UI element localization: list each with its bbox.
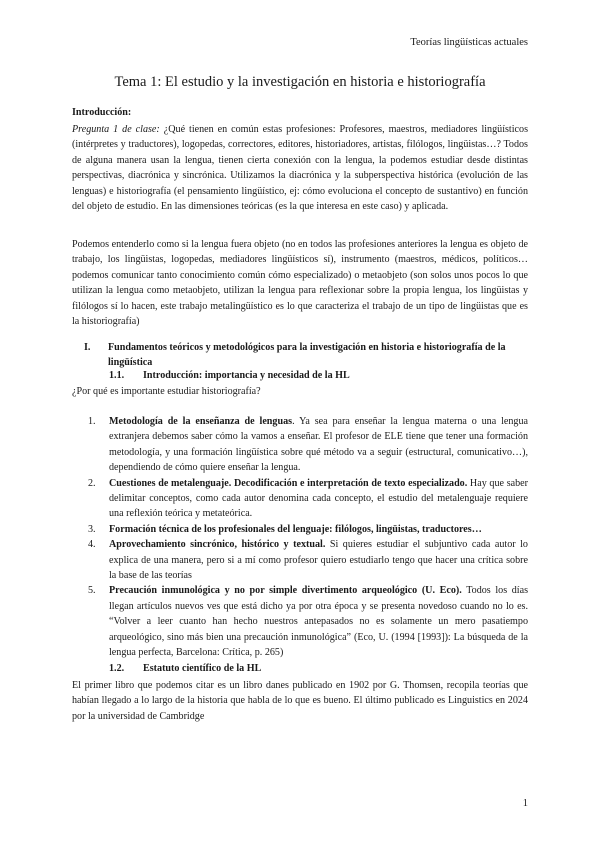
- section-1-title: Fundamentos teóricos y metodológicos para la investigación en historia e historiografía de la lingüística: [108, 342, 506, 368]
- list-item-number: 3.: [88, 523, 96, 535]
- intro-paragraph-1: [72, 122, 528, 214]
- list-item-heading: Metodología de la enseñanza de lenguas: [109, 416, 293, 427]
- list-item-number: 1.: [88, 416, 96, 427]
- subsection-question-text: ¿Por qué es importante estudiar historiografía?: [72, 386, 261, 397]
- question-label: Pregunta 1 de clase:: [72, 124, 160, 135]
- list-item: [88, 414, 528, 476]
- subsection-1-2-number: 1.2.: [109, 663, 125, 674]
- list-item: [88, 537, 528, 583]
- list-item-heading: Aprovechamiento sincrónico, histórico y textual.: [109, 539, 326, 551]
- subsection-1-1-number: 1.1.: [109, 370, 125, 381]
- list-item: [88, 476, 528, 522]
- subsection-1-2-text: El primer libro que podemos citar es un libro danes publicado en 1902 por G. Thomsen, recopila teorías que habían llegado a lo largo de la historia que habla de lo que es bueno. El último publicado es Linguistics en 2024 por la universidad de Cambridge: [72, 680, 528, 722]
- list-item-text: Si quieres estudiar el subjuntivo cada autor lo explica de una manera, pero si a mí como profesor quiero estudiarlo tengo que hacer una crítica sobre la base de las teorías: [109, 539, 528, 582]
- list-item-heading: Precaución inmunológica y no por simple divertimento arqueológico (U. Eco).: [109, 585, 462, 597]
- reasons-list: [88, 414, 528, 661]
- intro-heading: Introducción:: [72, 107, 132, 118]
- intro-paragraph-2: [72, 237, 528, 329]
- subsection-1-2-heading: [109, 663, 261, 674]
- list-item-number: 5.: [88, 585, 96, 597]
- subsection-question: [72, 384, 528, 399]
- intro-paragraph-2-text: Podemos entenderlo como si la lengua fuera objeto (no en todos las profesiones anteriores la lengua es objeto de trabajo, los lingüistas, logopedas, mediadores lingüísticos sí), instrumento (maestros, médicos, políticos… podemos comunicar tanto conocimiento común cómo especializado) o metaobjeto (son solos unos pocos lo que utilizan la lengua como metaobjeto, utilizan la lengua para reflexionar sobre la propia lengua, los lingüistas y filólogos sí lo hacen, este trabajo metalingüístico es lo que caracteriza el trabajo de un tipo de lingüistas que es la historiografía): [72, 239, 528, 328]
- list-item-number: 2.: [88, 477, 96, 489]
- list-item: [88, 522, 528, 537]
- intro-paragraph-1-text: ¿Qué tienen en común estas profesiones: Profesores, maestros, mediadores lingüísticos (intérpretes y traductores), logopedas, correctores, editores, historiadores, artistas, filólogos, lingüistas…? Todos de alguna manera usan la lengua, tienen cierta conexión con la lengua, la podemos estudiar desde distintas perspectivas, diacrónica y sincrónica. Utilizamos la diacrónica y la subperspectiva histórica (evolución de las lenguas) e historiografía (el pensamiento lingüístico, ej: cómo evoluciona el concepto de sustantivo) en función del objeto de estudio. En las dimensiones teóricas (es la que interesa en este caso) y aplicada.: [72, 124, 528, 213]
- subsection-1-1-heading: [109, 370, 350, 381]
- list-item: [88, 583, 528, 660]
- list-item-text: Todos los días llegan artículos nuevos ves que está dicho ya por otra época y se presenta novedoso cuando no lo es. “Volver a leer cuanto han hecho nuestros antepasados no es solamente un mero pasatiempo arqueológico, sino más bien una precaución inmunológica” (Eco, U. (1994 [1993]): La búsqueda de la lengua perfecta, Barcelona: Crítica, p. 265): [109, 585, 528, 659]
- list-item-text: . Ya sea para enseñar la lengua materna o una lengua extranjera debemos saber cómo la vamos a enseñar. El profesor de ELE tiene que tener una formación metodología, y una formación lingüística sobre qué método va a seguir (estructural, comunicativo…), dependiendo de cómo quiere enseñar la lengua.: [109, 416, 528, 474]
- running-header: Teorías lingüísticas actuales: [410, 37, 528, 48]
- list-item-text: Hay que saber delimitar conceptos, como cada autor denomina cada concepto, el estudio del metalenguaje requiere una reflexión teórica y metateórica.: [109, 477, 528, 520]
- list-item-heading: Formación técnica de los profesionales del lenguaje: filólogos, lingüistas, traductores…: [109, 523, 482, 535]
- list-item-number: 4.: [88, 539, 96, 551]
- subsection-1-1-title: Introducción: importancia y necesidad de la HL: [143, 370, 350, 381]
- section-1-heading: [72, 340, 528, 370]
- document-title: Tema 1: El estudio y la investigación en historia e historiografía: [114, 74, 486, 90]
- subsection-1-2-paragraph: [72, 678, 528, 724]
- list-item-heading: Cuestiones de metalenguaje. Decodificación e interpretación de texto especializado.: [109, 477, 468, 489]
- section-1-number: I.: [84, 342, 91, 353]
- subsection-1-2-title: Estatuto científico de la HL: [143, 663, 262, 674]
- page-number: 1: [522, 798, 528, 809]
